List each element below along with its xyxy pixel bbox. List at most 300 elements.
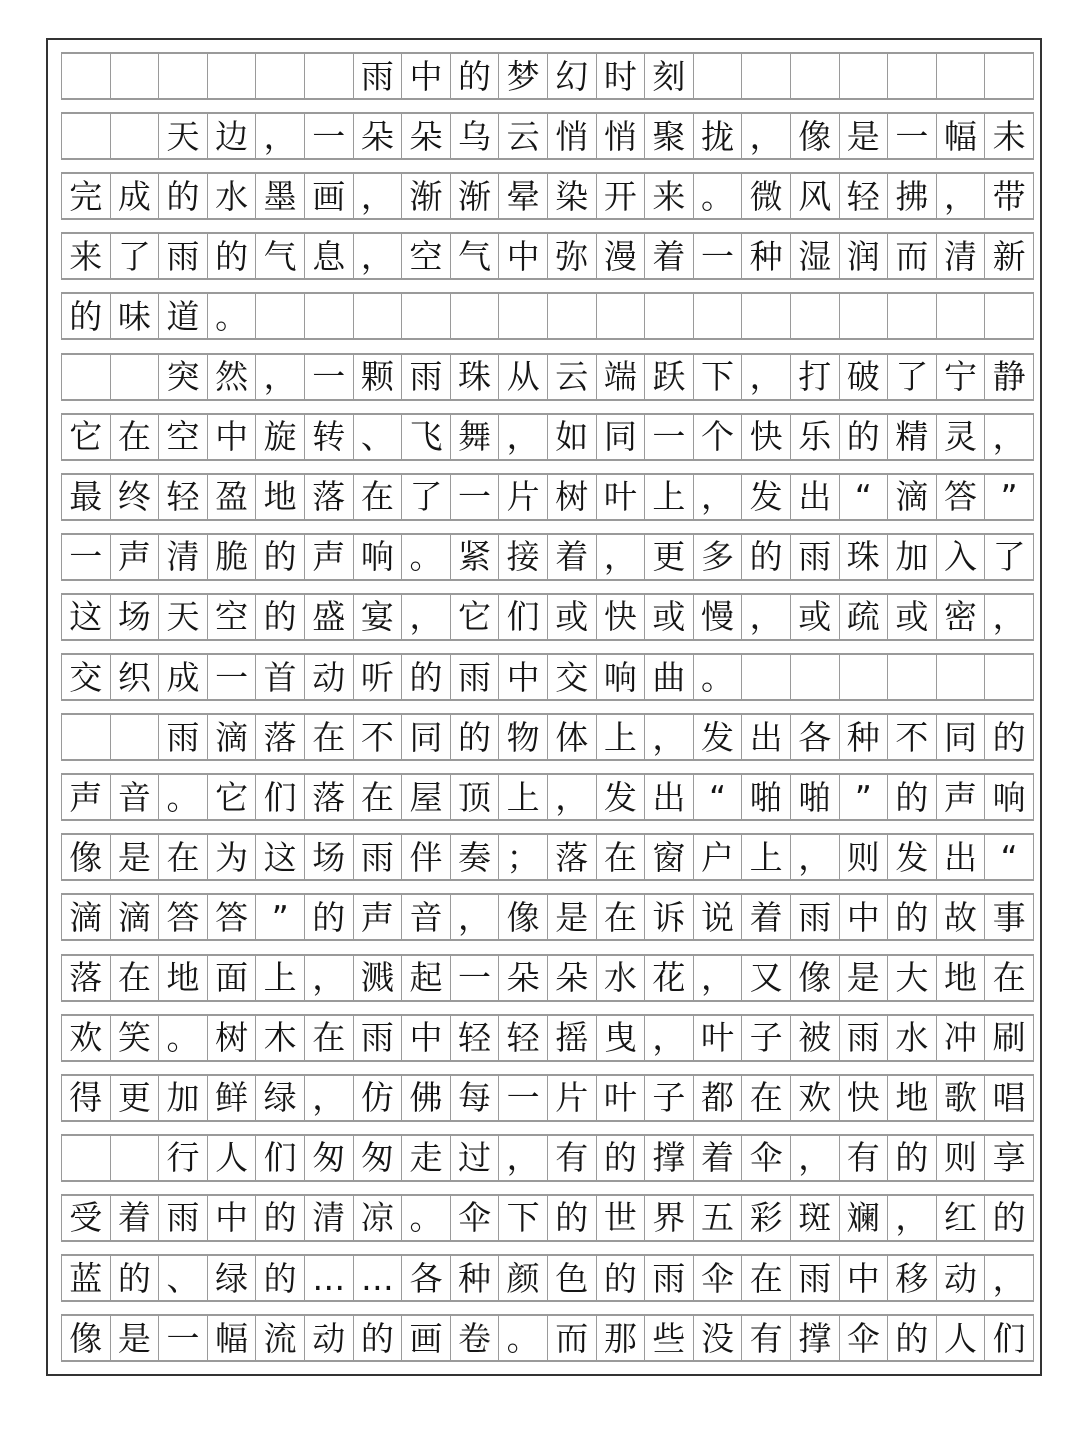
- grid-cell: 响: [596, 655, 645, 699]
- grid-cell: 灵: [936, 415, 985, 459]
- grid-cell: 雨: [790, 1256, 839, 1300]
- grid-cell: ，: [741, 595, 790, 639]
- grid-cell: 是: [547, 895, 596, 939]
- grid-cell: 加: [887, 535, 936, 579]
- grid-cell: 。: [498, 1316, 547, 1360]
- grid-cell: 说: [693, 895, 742, 939]
- grid-cell: 雨: [839, 1016, 888, 1060]
- grid-cell: 的: [887, 775, 936, 819]
- grid-cell: 片: [547, 1076, 596, 1120]
- grid-cell: ，: [450, 895, 499, 939]
- grid-cell: 轻: [450, 1016, 499, 1060]
- grid-cell: 的: [596, 1136, 645, 1180]
- grid-cell: 声: [110, 535, 159, 579]
- grid-cell: ，: [984, 595, 1034, 639]
- grid-cell: 气: [450, 234, 499, 278]
- grid-cell: 终: [110, 475, 159, 519]
- grid-cell: ，: [644, 715, 693, 759]
- grid-cell: “: [839, 475, 888, 519]
- grid-cell: 的: [984, 1196, 1034, 1240]
- grid-cell: [936, 294, 985, 338]
- grid-cell: 织: [110, 655, 159, 699]
- grid-cell: 的: [887, 1136, 936, 1180]
- grid-cell: 悄: [547, 114, 596, 158]
- grid-cell: 乐: [790, 415, 839, 459]
- grid-cell: 的: [450, 715, 499, 759]
- grid-cell: 则: [936, 1136, 985, 1180]
- grid-cell: 的: [255, 535, 304, 579]
- grid-cell: 盈: [207, 475, 256, 519]
- grid-cell: 界: [644, 1196, 693, 1240]
- grid-cell: 旋: [255, 415, 304, 459]
- grid-cell: [547, 294, 596, 338]
- grid-cell: 宁: [936, 355, 985, 399]
- grid-cell: [61, 355, 110, 399]
- grid-cell: 没: [693, 1316, 742, 1360]
- grid-cell: 地: [255, 475, 304, 519]
- text-row: [61, 1254, 1034, 1302]
- grid-cell: [304, 54, 353, 98]
- grid-cell: [839, 655, 888, 699]
- grid-cell: 雨: [450, 655, 499, 699]
- grid-cell: 的: [255, 1196, 304, 1240]
- grid-cell: 伞: [450, 1196, 499, 1240]
- grid-cell: 下: [498, 1196, 547, 1240]
- grid-cell: 户: [693, 835, 742, 879]
- grid-cell: 像: [790, 114, 839, 158]
- grid-cell: 上: [255, 956, 304, 1000]
- grid-cell: 是: [110, 835, 159, 879]
- grid-cell: 了: [110, 234, 159, 278]
- grid-cell: 快: [839, 1076, 888, 1120]
- grid-cell: 打: [790, 355, 839, 399]
- grid-cell: 有: [741, 1316, 790, 1360]
- grid-cell: 种: [450, 1256, 499, 1300]
- grid-cell: 面: [207, 956, 256, 1000]
- grid-cell: 歌: [936, 1076, 985, 1120]
- text-row: [61, 773, 1034, 821]
- grid-cell: 答: [936, 475, 985, 519]
- grid-cell: 多: [693, 535, 742, 579]
- grid-cell: 一: [887, 114, 936, 158]
- grid-cell: 都: [693, 1076, 742, 1120]
- grid-cell: 体: [547, 715, 596, 759]
- grid-cell: 得: [61, 1076, 110, 1120]
- grid-cell: 物: [498, 715, 547, 759]
- grid-cell: 出: [936, 835, 985, 879]
- grid-cell: ，: [936, 174, 985, 218]
- grid-cell: 的: [304, 895, 353, 939]
- grid-cell: 润: [839, 234, 888, 278]
- text-row: [61, 292, 1034, 340]
- grid-cell: [61, 114, 110, 158]
- grid-cell: 弥: [547, 234, 596, 278]
- grid-cell: ，: [596, 535, 645, 579]
- grid-cell: 盛: [304, 595, 353, 639]
- grid-cell: 过: [450, 1136, 499, 1180]
- grid-cell: 下: [693, 355, 742, 399]
- grid-cell: 幻: [547, 54, 596, 98]
- grid-cell: 来: [644, 174, 693, 218]
- text-row: [61, 1014, 1034, 1062]
- grid-cell: 画: [304, 174, 353, 218]
- title-row: [61, 52, 1034, 100]
- grid-cell: 雨: [353, 54, 402, 98]
- grid-cell: 落: [547, 835, 596, 879]
- grid-cell: 的: [887, 1316, 936, 1360]
- grid-cell: 这: [255, 835, 304, 879]
- grid-cell: 一: [450, 475, 499, 519]
- text-row: [61, 1194, 1034, 1242]
- grid-cell: 聚: [644, 114, 693, 158]
- grid-cell: [887, 54, 936, 98]
- grid-cell: 飞: [401, 415, 450, 459]
- grid-cell: [110, 355, 159, 399]
- grid-cell: 红: [936, 1196, 985, 1240]
- grid-cell: 大: [887, 956, 936, 1000]
- grid-cell: 上: [741, 835, 790, 879]
- grid-cell: 幅: [936, 114, 985, 158]
- grid-cell: 匆: [304, 1136, 353, 1180]
- grid-cell: 同: [936, 715, 985, 759]
- grid-cell: 一: [644, 415, 693, 459]
- grid-cell: 空: [401, 234, 450, 278]
- grid-cell: 的: [741, 535, 790, 579]
- grid-cell: 画: [401, 1316, 450, 1360]
- grid-cell: [61, 54, 110, 98]
- grid-cell: 从: [498, 355, 547, 399]
- grid-cell: ，: [741, 355, 790, 399]
- grid-cell: 气: [255, 234, 304, 278]
- grid-cell: 则: [839, 835, 888, 879]
- grid-cell: 在: [984, 956, 1034, 1000]
- text-row: [61, 1314, 1034, 1362]
- grid-cell: 又: [741, 956, 790, 1000]
- grid-cell: 最: [61, 475, 110, 519]
- grid-cell: 像: [790, 956, 839, 1000]
- grid-cell: 朵: [353, 114, 402, 158]
- grid-cell: 刻: [644, 54, 693, 98]
- grid-cell: 滴: [61, 895, 110, 939]
- grid-cell: 种: [839, 715, 888, 759]
- grid-cell: 佛: [401, 1076, 450, 1120]
- grid-cell: 移: [887, 1256, 936, 1300]
- grid-cell: 场: [304, 835, 353, 879]
- grid-cell: 它: [61, 415, 110, 459]
- grid-cell: 成: [158, 655, 207, 699]
- grid-cell: 的: [401, 655, 450, 699]
- grid-cell: 出: [790, 475, 839, 519]
- grid-cell: 绿: [255, 1076, 304, 1120]
- grid-cell: [936, 54, 985, 98]
- grid-cell: 行: [158, 1136, 207, 1180]
- grid-cell: 。: [401, 535, 450, 579]
- grid-cell: 中: [498, 234, 547, 278]
- text-row: [61, 1074, 1034, 1122]
- grid-cell: 流: [255, 1316, 304, 1360]
- grid-cell: 开: [596, 174, 645, 218]
- grid-cell: 地: [158, 956, 207, 1000]
- grid-cell: 声: [304, 535, 353, 579]
- grid-cell: [741, 54, 790, 98]
- grid-cell: 伞: [839, 1316, 888, 1360]
- grid-cell: [110, 54, 159, 98]
- grid-cell: 更: [644, 535, 693, 579]
- grid-cell: 首: [255, 655, 304, 699]
- text-row: [61, 713, 1034, 761]
- grid-cell: 落: [304, 475, 353, 519]
- grid-cell: 是: [839, 956, 888, 1000]
- grid-cell: 紧: [450, 535, 499, 579]
- grid-cell: …: [353, 1256, 402, 1300]
- grid-cell: 中: [207, 1196, 256, 1240]
- grid-cell: [255, 54, 304, 98]
- grid-cell: 带: [984, 174, 1034, 218]
- grid-cell: 的: [255, 1256, 304, 1300]
- grid-cell: [887, 655, 936, 699]
- grid-cell: [790, 655, 839, 699]
- grid-cell: ，: [498, 1136, 547, 1180]
- grid-cell: 乌: [450, 114, 499, 158]
- grid-cell: “: [693, 775, 742, 819]
- grid-cell: 是: [110, 1316, 159, 1360]
- grid-cell: [110, 715, 159, 759]
- grid-cell: 些: [644, 1316, 693, 1360]
- grid-cell: 听: [353, 655, 402, 699]
- grid-cell: ，: [401, 595, 450, 639]
- grid-cell: 不: [887, 715, 936, 759]
- grid-cell: 一: [61, 535, 110, 579]
- grid-cell: 雨: [158, 1196, 207, 1240]
- grid-cell: 或: [887, 595, 936, 639]
- grid-cell: 起: [401, 956, 450, 1000]
- grid-cell: 凉: [353, 1196, 402, 1240]
- grid-cell: 。: [158, 1016, 207, 1060]
- grid-cell: 息: [304, 234, 353, 278]
- grid-cell: 动: [304, 655, 353, 699]
- grid-cell: 水: [207, 174, 256, 218]
- grid-cell: 的: [255, 595, 304, 639]
- grid-cell: 地: [887, 1076, 936, 1120]
- grid-cell: 伴: [401, 835, 450, 879]
- grid-cell: [984, 54, 1034, 98]
- grid-cell: 然: [207, 355, 256, 399]
- grid-cell: 成: [110, 174, 159, 218]
- grid-cell: ，: [693, 475, 742, 519]
- grid-cell: 斓: [839, 1196, 888, 1240]
- grid-cell: 滴: [887, 475, 936, 519]
- grid-cell: 渐: [401, 174, 450, 218]
- grid-cell: [741, 294, 790, 338]
- grid-cell: 世: [596, 1196, 645, 1240]
- text-row: [61, 954, 1034, 1002]
- grid-cell: 。: [693, 655, 742, 699]
- grid-cell: 漫: [596, 234, 645, 278]
- grid-cell: 颜: [498, 1256, 547, 1300]
- grid-cell: 更: [110, 1076, 159, 1120]
- grid-cell: 在: [158, 835, 207, 879]
- grid-cell: 空: [158, 415, 207, 459]
- grid-cell: 风: [790, 174, 839, 218]
- grid-cell: 那: [596, 1316, 645, 1360]
- grid-cell: [61, 715, 110, 759]
- grid-cell: [693, 294, 742, 338]
- grid-cell: 拂: [887, 174, 936, 218]
- grid-cell: 雨: [158, 234, 207, 278]
- grid-cell: 破: [839, 355, 888, 399]
- grid-cell: 撑: [790, 1316, 839, 1360]
- grid-cell: …: [304, 1256, 353, 1300]
- grid-cell: 走: [401, 1136, 450, 1180]
- grid-cell: ”: [984, 475, 1034, 519]
- grid-cell: 雨: [353, 835, 402, 879]
- grid-cell: 上: [498, 775, 547, 819]
- grid-cell: 发: [693, 715, 742, 759]
- grid-cell: 一: [498, 1076, 547, 1120]
- text-row: [61, 353, 1034, 401]
- grid-cell: 完: [61, 174, 110, 218]
- grid-cell: 转: [304, 415, 353, 459]
- grid-cell: ，: [741, 114, 790, 158]
- grid-cell: 的: [353, 1316, 402, 1360]
- grid-cell: 一: [304, 114, 353, 158]
- grid-cell: 清: [304, 1196, 353, 1240]
- grid-cell: 欢: [790, 1076, 839, 1120]
- grid-cell: ，: [304, 1076, 353, 1120]
- grid-cell: 。: [207, 294, 256, 338]
- grid-cell: 子: [644, 1076, 693, 1120]
- grid-cell: 颗: [353, 355, 402, 399]
- grid-cell: 在: [353, 775, 402, 819]
- grid-cell: 撑: [644, 1136, 693, 1180]
- grid-cell: 受: [61, 1196, 110, 1240]
- grid-cell: 轻: [839, 174, 888, 218]
- text-row: [61, 533, 1034, 581]
- grid-cell: 个: [693, 415, 742, 459]
- grid-cell: 中: [401, 54, 450, 98]
- grid-cell: 空: [207, 595, 256, 639]
- text-row: [61, 172, 1034, 220]
- grid-cell: 啪: [790, 775, 839, 819]
- grid-cell: 享: [984, 1136, 1034, 1180]
- grid-cell: 出: [644, 775, 693, 819]
- grid-cell: 落: [304, 775, 353, 819]
- grid-cell: ，: [255, 355, 304, 399]
- grid-cell: 落: [61, 956, 110, 1000]
- grid-cell: [158, 54, 207, 98]
- grid-cell: 着: [110, 1196, 159, 1240]
- grid-cell: 欢: [61, 1016, 110, 1060]
- grid-cell: [110, 1136, 159, 1180]
- grid-cell: 珠: [450, 355, 499, 399]
- grid-cell: 加: [158, 1076, 207, 1120]
- grid-cell: 声: [353, 895, 402, 939]
- grid-cell: [304, 294, 353, 338]
- grid-cell: 各: [790, 715, 839, 759]
- grid-cell: 是: [839, 114, 888, 158]
- grid-cell: [207, 54, 256, 98]
- grid-cell: “: [984, 835, 1034, 879]
- grid-cell: 在: [741, 1256, 790, 1300]
- grid-cell: 顶: [450, 775, 499, 819]
- grid-cell: 在: [110, 956, 159, 1000]
- grid-cell: [887, 294, 936, 338]
- grid-cell: ，: [255, 114, 304, 158]
- grid-cell: 中: [401, 1016, 450, 1060]
- grid-cell: 啪: [741, 775, 790, 819]
- grid-cell: ，: [887, 1196, 936, 1240]
- grid-cell: 轻: [158, 475, 207, 519]
- grid-cell: 而: [547, 1316, 596, 1360]
- grid-cell: 的: [61, 294, 110, 338]
- grid-cell: 轻: [498, 1016, 547, 1060]
- grid-cell: [110, 114, 159, 158]
- grid-cell: 叶: [596, 1076, 645, 1120]
- text-row: [61, 893, 1034, 941]
- grid-cell: 在: [741, 1076, 790, 1120]
- grid-cell: 或: [790, 595, 839, 639]
- grid-cell: 匆: [353, 1136, 402, 1180]
- grid-cell: 未: [984, 114, 1034, 158]
- grid-cell: 花: [644, 956, 693, 1000]
- grid-cell: 朵: [547, 956, 596, 1000]
- grid-cell: ，: [498, 415, 547, 459]
- grid-cell: 来: [61, 234, 110, 278]
- grid-cell: 拢: [693, 114, 742, 158]
- grid-cell: 密: [936, 595, 985, 639]
- grid-cell: 声: [936, 775, 985, 819]
- grid-cell: 同: [596, 415, 645, 459]
- grid-cell: 的: [596, 1256, 645, 1300]
- grid-cell: 着: [741, 895, 790, 939]
- grid-cell: 各: [401, 1256, 450, 1300]
- grid-cell: 、: [353, 415, 402, 459]
- grid-cell: 们: [984, 1316, 1034, 1360]
- grid-cell: 落: [255, 715, 304, 759]
- grid-cell: 脆: [207, 535, 256, 579]
- grid-cell: 雨: [158, 715, 207, 759]
- grid-cell: 音: [110, 775, 159, 819]
- grid-cell: 。: [401, 1196, 450, 1240]
- grid-cell: 笑: [110, 1016, 159, 1060]
- grid-cell: ”: [255, 895, 304, 939]
- grid-cell: 树: [207, 1016, 256, 1060]
- grid-cell: 像: [61, 835, 110, 879]
- grid-cell: [450, 294, 499, 338]
- grid-cell: 。: [693, 174, 742, 218]
- grid-cell: 五: [693, 1196, 742, 1240]
- grid-cell: 绿: [207, 1256, 256, 1300]
- grid-cell: 朵: [401, 114, 450, 158]
- grid-cell: 们: [255, 775, 304, 819]
- grid-cell: 在: [596, 835, 645, 879]
- grid-cell: [741, 655, 790, 699]
- grid-cell: 事: [984, 895, 1034, 939]
- grid-cell: 奏: [450, 835, 499, 879]
- grid-cell: 交: [547, 655, 596, 699]
- grid-cell: 彩: [741, 1196, 790, 1240]
- grid-cell: 伞: [741, 1136, 790, 1180]
- grid-cell: [839, 294, 888, 338]
- grid-cell: 雨: [353, 1016, 402, 1060]
- text-row: [61, 473, 1034, 521]
- grid-cell: 发: [596, 775, 645, 819]
- grid-cell: 人: [207, 1136, 256, 1180]
- grid-cell: 入: [936, 535, 985, 579]
- grid-cell: 中: [839, 895, 888, 939]
- grid-cell: 它: [207, 775, 256, 819]
- grid-cell: ，: [984, 1256, 1034, 1300]
